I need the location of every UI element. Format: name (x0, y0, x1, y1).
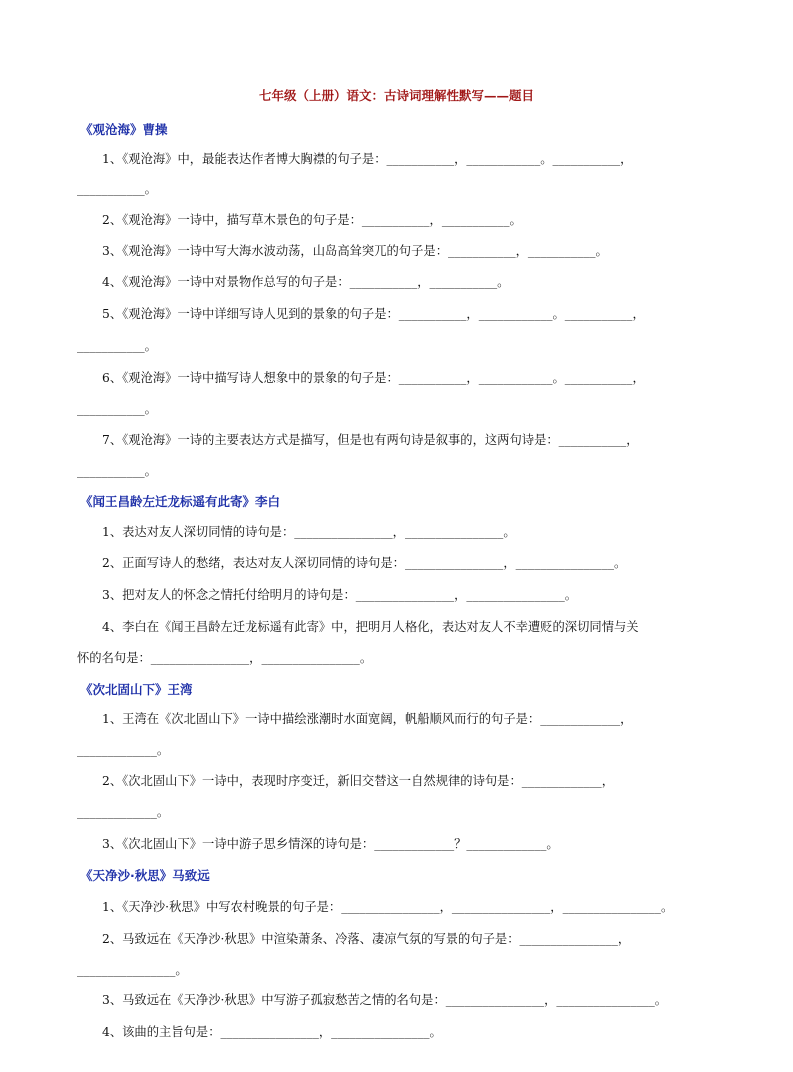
section-heading-wenwangchangling: 《闻王昌龄左迁龙标遥有此寄》李白 (80, 494, 281, 509)
question-line: 1、表达对友人深切同情的诗句是：________________，________________。 (102, 525, 516, 539)
question-line: 2、《次北固山下》一诗中，表现时序变迁，新旧交替这一自然规律的诗句是：_____________， (102, 774, 614, 788)
section-heading-tianjingsha: 《天净沙·秋思》马致远 (80, 868, 210, 883)
question-line: 1、《天净沙·秋思》中写农村晚景的句子是：________________，________________，________________。 (102, 900, 674, 914)
question-line: ___________。 (77, 402, 157, 416)
section-heading-guancanghai: 《观沧海》曹操 (80, 122, 168, 137)
section-heading-cibeigushan: 《次北固山下》王湾 (80, 682, 193, 697)
question-line: 1、王湾在《次北固山下》一诗中描绘涨潮时水面宽阔，帆船顺风而行的句子是：_____________， (102, 712, 633, 726)
question-line: 2、《观沧海》一诗中，描写草木景色的句子是：___________，___________。 (102, 213, 522, 227)
question-line: 3、把对友人的怀念之情托付给明月的诗句是：________________，________________。 (102, 588, 578, 602)
question-line: 6、《观沧海》一诗中描写诗人想象中的景象的句子是：___________，____________。___________， (102, 371, 645, 385)
question-line: 4、该曲的主旨句是：________________，________________。 (102, 1025, 442, 1039)
question-line: 3、马致远在《天净沙·秋思》中写游子孤寂愁苦之情的名句是：________________，________________。 (102, 993, 668, 1007)
question-line: 7、《观沧海》一诗的主要表达方式是描写，但是也有两句诗是叙事的，这两句诗是：___________， (102, 433, 639, 447)
question-line: 3、《观沧海》一诗中写大海水波动荡，山岛高耸突兀的句子是：___________，___________。 (102, 244, 608, 258)
question-line: 2、马致远在《天净沙·秋思》中渲染萧条、冷落、凄凉气氛的写景的句子是：________________， (102, 932, 631, 946)
question-line: ________________。 (77, 963, 188, 977)
question-line: 1、《观沧海》中，最能表达作者博大胸襟的句子是：___________，____________。___________， (102, 152, 633, 166)
question-line: _____________。 (77, 743, 170, 757)
question-line: 5、《观沧海》一诗中详细写诗人见到的景象的句子是：___________，____________。___________， (102, 307, 645, 321)
question-line: ___________。 (77, 339, 157, 353)
page-title: 七年级（上册）语文：古诗词理解性默写——题目 (258, 88, 534, 103)
question-line: _____________。 (77, 805, 170, 819)
question-line: 4、《观沧海》一诗中对景物作总写的句子是：___________，___________。 (102, 275, 510, 289)
question-line: 3、《次北固山下》一诗中游子思乡情深的诗句是：_____________？_____________。 (102, 837, 559, 851)
question-line: 2、正面写诗人的愁绪，表达对友人深切同情的诗句是：________________，________________。 (102, 556, 627, 570)
question-line: ___________。 (77, 464, 157, 478)
question-line: 4、李白在《闻王昌龄左迁龙标遥有此寄》中，把明月人格化，表达对友人不幸遭贬的深切同情与关 (102, 620, 639, 634)
question-line: ___________。 (77, 182, 157, 196)
question-line: 怀的名句是：________________，________________。 (77, 651, 373, 665)
